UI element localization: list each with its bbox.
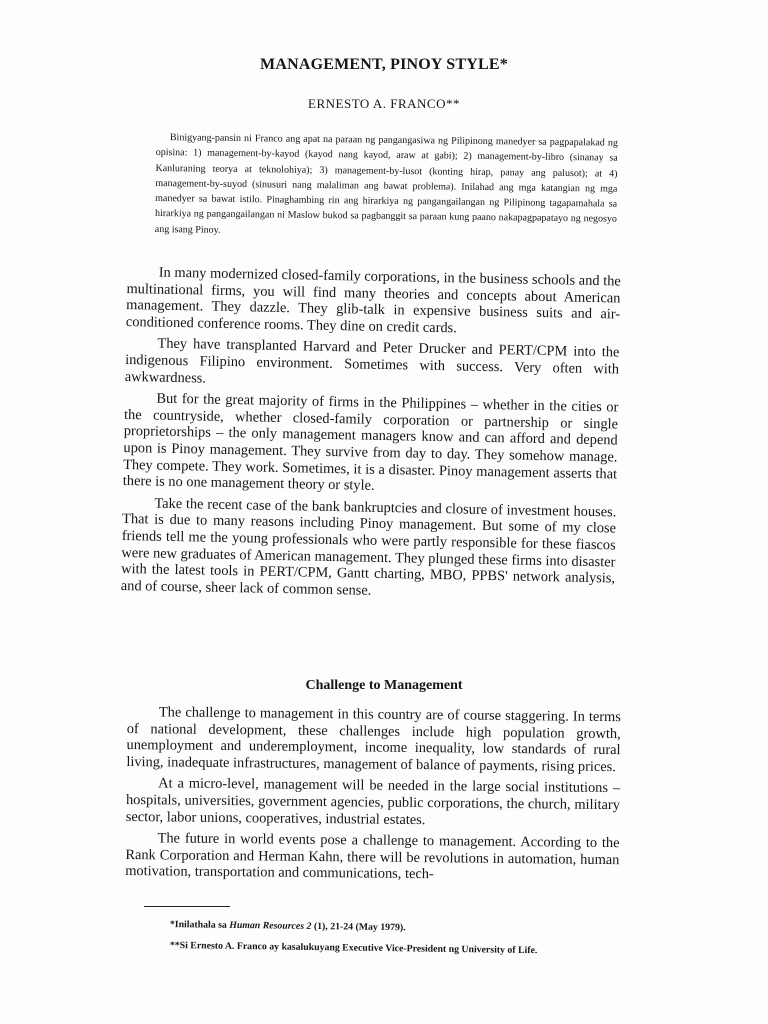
footnote-author: **Si Ernesto A. Franco ay kasalukuyang Executive Vice-President ng University of Life. bbox=[169, 940, 538, 957]
footnote-rule bbox=[144, 906, 230, 907]
body-paragraph: In many modernized closed-family corporations, in the business schools and the multinational firms, you will find many theories and concepts about American management. They dazzle. They glib-talk in expensive business suits and air-conditioned conference rooms. They dine on credit cards. bbox=[125, 264, 621, 337]
body-paragraph: At a micro-level, management will be needed in the large social institutions – hospitals, universities, government agencies, public corporations, the church, military sector, labor unions, cooperatives, industrial estates. bbox=[125, 775, 621, 828]
footnote-prefix: *Inilathala sa bbox=[169, 919, 230, 931]
article-author: ERNESTO A. FRANCO** bbox=[308, 96, 460, 111]
footnote-suffix: (1), 21-24 (May 1979). bbox=[311, 920, 406, 934]
article-title: MANAGEMENT, PINOY STYLE* bbox=[260, 56, 508, 73]
body-paragraph: But for the great majority of firms in the Philippines – whether in the cities or the countryside, whether closed-family corporation or partnership or single proprietorships – the only management managers know and can afford and depend upon is Pinoy management. They survive from day to day. They somehow manage. They compete. They work. Sometimes, it is a disaster. Pinoy management asserts that there is no one management theory or style. bbox=[122, 390, 619, 494]
section-heading: Challenge to Management bbox=[305, 678, 463, 693]
article-body bbox=[121, 264, 621, 609]
body-paragraph: The future in world events pose a challenge to management. According to the Rank Corporation and Herman Kahn, there will be revolutions in automation, human motivation, transportation and communications, tech- bbox=[125, 830, 620, 883]
body-paragraph: The challenge to management in this country are of course staggering. In terms of national development, these challenges include high population growth, unemployment and underemployment, income inequality, low standards of rural living, inadequate infrastructures, management of balance of payments, rising prices. bbox=[126, 704, 621, 775]
body-paragraph: Take the recent case of the bank bankruptcies and closure of investment houses. That is due to many reasons including Pinoy management. But some of my close friends tell me the young professionals who were partly responsible for these fiascos were new graduates of American management. They plunged these firms into disaster with the latest tools in PERT/CPM, Gantt charting, MBO, PPBS' network analysis, and of course, sheer lack of common sense. bbox=[120, 495, 617, 599]
abstract: Binigyang-pansin ni Franco ang apat na paraan ng pangangasiwa ng Pilipinong manedyer sa pagpapalakad ng opisina: 1) management-by-kayod (kayod nang kayod, araw at gabi); 2) management-by-libro (sinanay sa Kanluraning teorya at teknolohiya); 3) management-by-lusot (konting hirap, panay ang palusot); at 4) management-by-suyod (sinusuri nang malaliman ang bawat problema). Inilahad ang mga katangian ng mga manedyer sa bawat istilo. Pinaghambing rin ang hirarkiya ng pangangailangan ng Pilipinong tagapamahala sa hirarkiya ng pangangailangan ni Maslow bukod sa pagbanggit sa paraan kung paano nakapagpapatayo ng negosyo ang isang Pinoy. bbox=[154, 132, 618, 236]
footnote-publication bbox=[170, 919, 406, 933]
section-body bbox=[125, 704, 621, 890]
footnote-journal: Human Resources 2 bbox=[229, 919, 312, 932]
body-paragraph: They have transplanted Harvard and Peter Drucker and PERT/CPM into the indigenous Filipino environment. Sometimes with success. Very often with awkwardness. bbox=[124, 335, 620, 387]
